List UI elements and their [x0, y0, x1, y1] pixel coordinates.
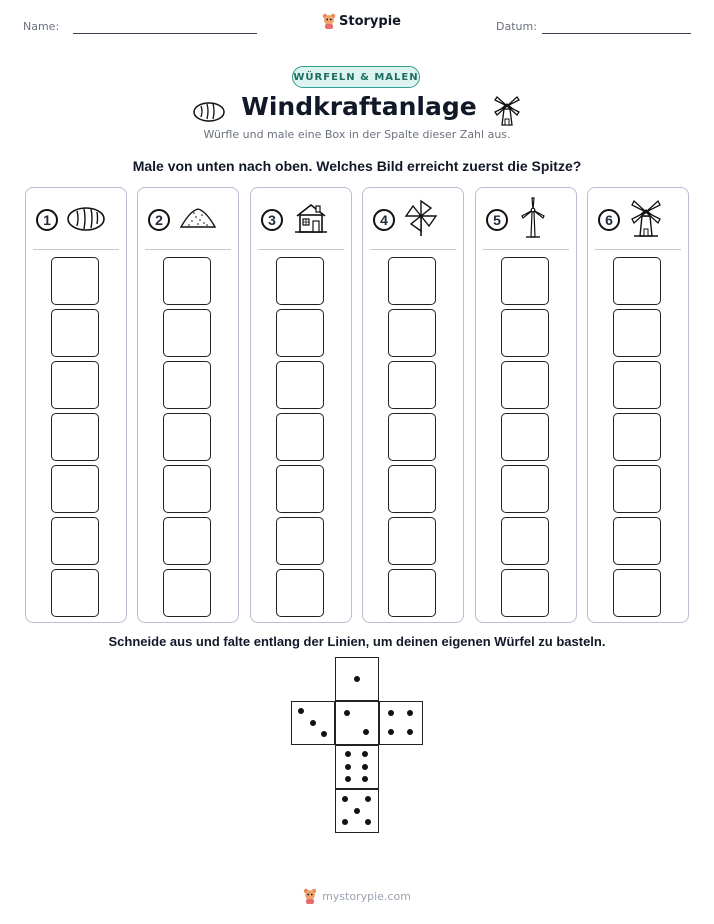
color-box[interactable] [276, 569, 324, 617]
color-box[interactable] [613, 517, 661, 565]
color-box[interactable] [163, 569, 211, 617]
column-3 [250, 187, 352, 623]
die-pip [345, 776, 351, 782]
column-number: 6 [598, 209, 620, 231]
cut-instruction: Schneide aus und falte entlang der Linien, um deinen eigenen Würfel zu basteln. [108, 634, 606, 649]
date-label: Datum: [496, 20, 537, 33]
column-header [486, 202, 566, 238]
color-box[interactable] [388, 361, 436, 409]
column-divider [145, 249, 231, 250]
brand-logo [322, 13, 401, 29]
column-header [148, 202, 228, 238]
die-pip [345, 764, 351, 770]
color-box[interactable] [163, 309, 211, 357]
color-box[interactable] [163, 413, 211, 461]
column-6 [587, 187, 689, 623]
windmill-icon [628, 198, 664, 242]
name-line[interactable] [73, 33, 257, 34]
column-header [598, 202, 678, 238]
color-box[interactable] [501, 413, 549, 461]
page-title: Windkraftanlage [241, 92, 477, 121]
column-header [261, 202, 341, 238]
windmill-icon [492, 95, 522, 127]
column-divider [370, 249, 456, 250]
pinwheel-icon [403, 198, 439, 242]
bear-icon [322, 13, 336, 29]
footer [0, 888, 714, 904]
sand-pile-icon [178, 203, 218, 237]
color-box[interactable] [613, 413, 661, 461]
color-box[interactable] [276, 257, 324, 305]
color-box[interactable] [501, 257, 549, 305]
color-box[interactable] [388, 517, 436, 565]
column-divider [33, 249, 119, 250]
color-box[interactable] [501, 361, 549, 409]
die-pip [342, 819, 348, 825]
column-1 [25, 187, 127, 623]
die-pip [363, 729, 369, 735]
color-box[interactable] [163, 257, 211, 305]
color-box[interactable] [501, 517, 549, 565]
color-box[interactable] [51, 465, 99, 513]
color-box[interactable] [388, 413, 436, 461]
column-divider [483, 249, 569, 250]
die-pip [354, 808, 360, 814]
die-pip [310, 720, 316, 726]
color-box[interactable] [613, 361, 661, 409]
die-face-6 [335, 745, 379, 789]
color-box[interactable] [51, 517, 99, 565]
die-pip [354, 676, 360, 682]
die-face-5 [335, 789, 379, 833]
column-number: 5 [486, 209, 508, 231]
color-box[interactable] [501, 569, 549, 617]
color-box[interactable] [613, 309, 661, 357]
brand-name: Storypie [339, 13, 401, 29]
column-divider [258, 249, 344, 250]
die-face-4 [379, 701, 423, 745]
column-divider [595, 249, 681, 250]
color-box[interactable] [163, 517, 211, 565]
bread-icon [66, 203, 106, 237]
color-box[interactable] [388, 465, 436, 513]
bread-icon [192, 99, 226, 123]
instruction-heading: Male von unten nach oben. Welches Bild erreicht zuerst die Spitze? [132, 158, 582, 174]
color-box[interactable] [51, 413, 99, 461]
color-box[interactable] [51, 361, 99, 409]
die-pip [407, 710, 413, 716]
bear-icon [303, 888, 317, 904]
die-pip [365, 796, 371, 802]
color-box[interactable] [501, 309, 549, 357]
column-number: 4 [373, 209, 395, 231]
column-number: 3 [261, 209, 283, 231]
die-pip [407, 729, 413, 735]
die-pip [298, 708, 304, 714]
color-box[interactable] [163, 465, 211, 513]
color-box[interactable] [51, 569, 99, 617]
subtitle: Würfle und male eine Box in der Spalte dieser Zahl aus. [203, 128, 511, 141]
die-face-2 [335, 701, 379, 745]
die-pip [362, 751, 368, 757]
die-pip [388, 710, 394, 716]
wind-turbine-icon [516, 197, 550, 243]
color-box[interactable] [613, 569, 661, 617]
color-box[interactable] [388, 309, 436, 357]
color-box[interactable] [276, 517, 324, 565]
die-pip [362, 776, 368, 782]
color-box[interactable] [51, 257, 99, 305]
die-pip [342, 796, 348, 802]
color-box[interactable] [613, 257, 661, 305]
color-box[interactable] [501, 465, 549, 513]
color-box[interactable] [613, 465, 661, 513]
date-line[interactable] [542, 33, 691, 34]
die-face-1 [335, 657, 379, 701]
category-badge: WÜRFELN & MALEN [292, 66, 420, 88]
column-2 [137, 187, 239, 623]
name-label: Name: [23, 20, 60, 33]
title-row [0, 92, 714, 127]
color-box[interactable] [388, 257, 436, 305]
die-pip [365, 819, 371, 825]
die-pip [345, 751, 351, 757]
column-5 [475, 187, 577, 623]
column-4 [362, 187, 464, 623]
column-header [36, 202, 116, 238]
column-header [373, 202, 453, 238]
color-box[interactable] [276, 309, 324, 357]
die-pip [362, 764, 368, 770]
column-number: 1 [36, 209, 58, 231]
color-box[interactable] [276, 465, 324, 513]
die-pip [321, 731, 327, 737]
footer-url[interactable]: mystorypie.com [322, 889, 411, 903]
color-box[interactable] [51, 309, 99, 357]
column-number: 2 [148, 209, 170, 231]
color-box[interactable] [388, 569, 436, 617]
color-box[interactable] [163, 361, 211, 409]
house-icon [291, 201, 331, 239]
die-pip [388, 729, 394, 735]
color-box[interactable] [276, 413, 324, 461]
color-box[interactable] [276, 361, 324, 409]
die-face-3 [291, 701, 335, 745]
die-pip [344, 710, 350, 716]
